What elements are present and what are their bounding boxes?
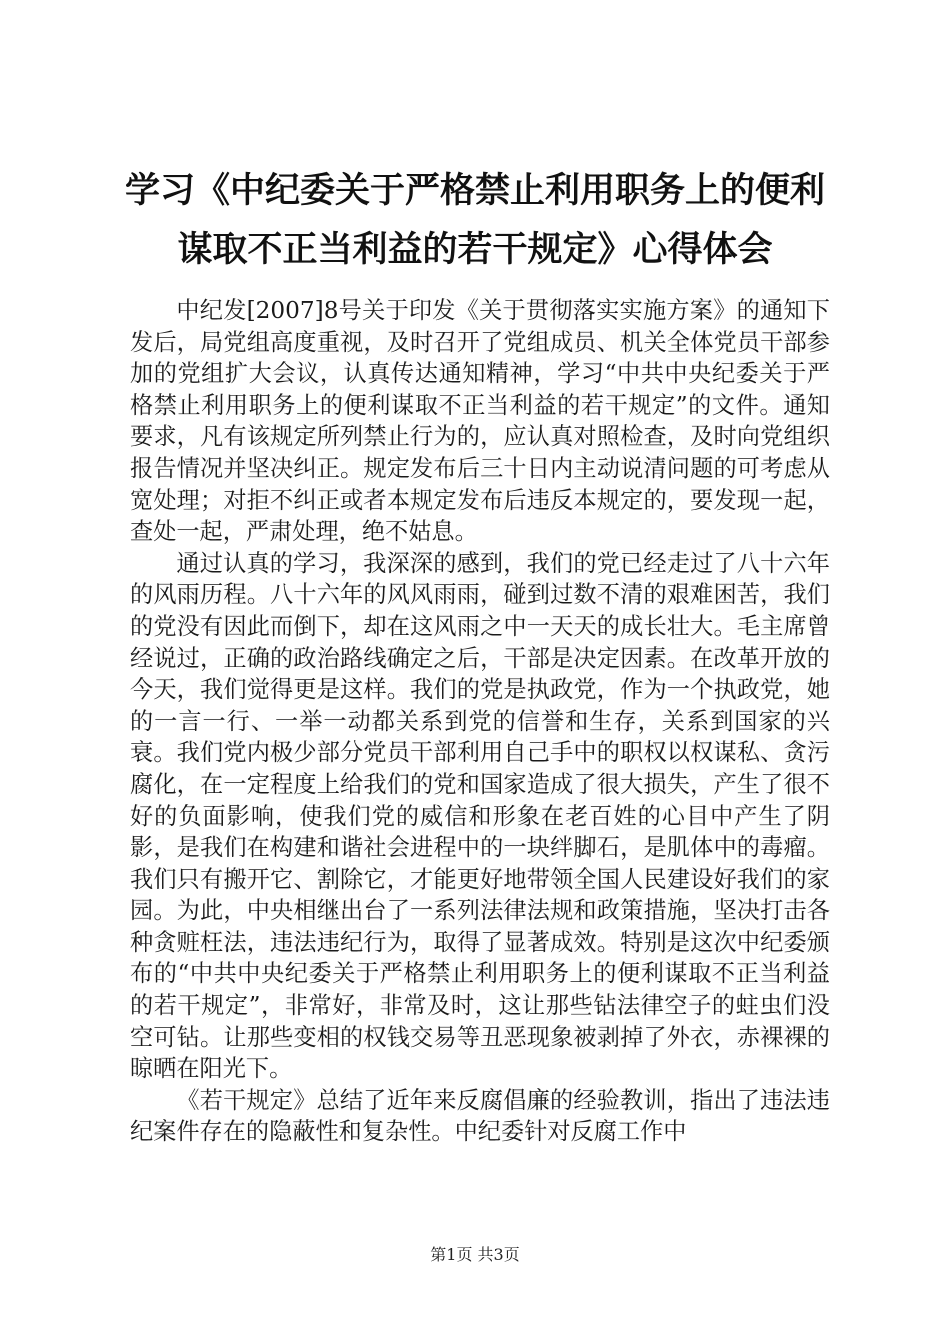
document-title-line-2: 谋取不正当利益的若干规定》心得体会 (177, 230, 773, 270)
paragraph-1: 中纪发[2007]8号关于印发《关于贯彻落实实施方案》的通知下发后，局党组高度重视，及时召开了党组成员、机关全体党员干部参加的党组扩大会议，认真传达通知精神，学习“中共中央纪委关于严格禁止利用职务上的便利谋取不正当利益的若干规定”的文件。通知要求，凡有该规定所列禁止行为的，应认真对照检查，及时向党组织报告情况并坚决纠正。规定发布后三十日内主动说清问题的可考虑从宽处理；对拒不纠正或者本规定发布后违反本规定的，要发现一起，查处一起，严肃处理，绝不姑息。 (130, 297, 830, 546)
paragraph-2: 通过认真的学习，我深深的感到，我们的党已经走过了八十六年的风雨历程。八十六年的风风雨雨，碰到过数不清的艰难困苦，我们的党没有因此而倒下，却在这风雨之中一天天的成长壮大。毛主席曾经说过，正确的政治路线确定之后，干部是决定因素。在改革开放的今天，我们觉得更是这样。我们的党是执政党，作为一个执政党，她的一言一行、一举一动都关系到党的信誉和生存，关系到国家的兴衰。我们党内极少部分党员干部利用自己手中的职权以权谋私、贪污腐化，在一定程度上给我们的党和国家造成了很大损失，产生了很不好的负面影响，使我们党的威信和形象在老百姓的心目中产生了阴影，是我们在构建和谐社会进程中的一块绊脚石，是肌体中的毒瘤。我们只有搬开它、割除它，才能更好地带领全国人民建设好我们的家园。为此，中央相继出台了一系列法律法规和政策措施，坚决打击各种贪赃枉法，违法违纪行为，取得了显著成效。特别是这次中纪委颁布的“中共中央纪委关于严格禁止利用职务上的便利谋取不正当利益的若干规定”，非常好，非常及时，这让那些钻法律空子的蛀虫们没空可钻。让那些变相的权钱交易等丑恶现象被剥掉了外衣，赤裸裸的晾晒在阳光下。 (130, 549, 830, 1083)
page-number-footer: 第1页 共3页 (430, 1245, 520, 1264)
document-title-line-1: 学习《中纪委关于严格禁止利用职务上的便利 (124, 171, 825, 211)
paragraph-3: 《若干规定》总结了近年来反腐倡廉的经验教训，指出了违法违纪案件存在的隐蔽性和复杂性。中纪委针对反腐工作中 (130, 1086, 830, 1146)
document-body (130, 295, 830, 1148)
